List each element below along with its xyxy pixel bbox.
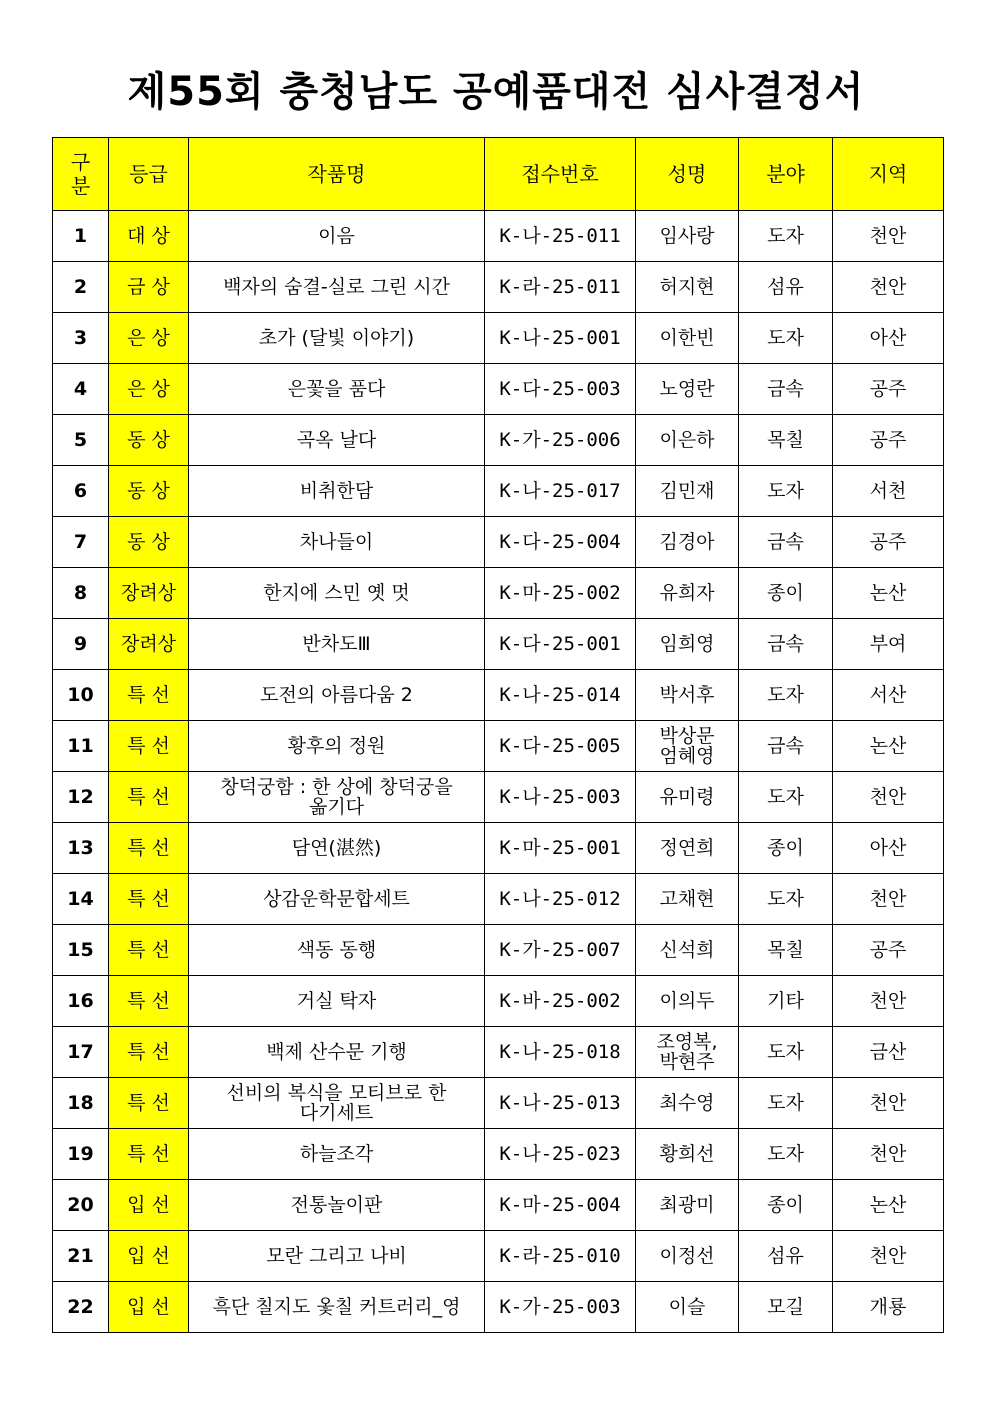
field-cell: 종이 xyxy=(739,823,833,874)
page-title: 제55회 충청남도 공예품대전 심사결정서 xyxy=(127,69,865,115)
field-cell: 종이 xyxy=(739,568,833,619)
artist-name-cell: 이슬 xyxy=(636,1282,739,1333)
artist-name-cell-line: 박현주 xyxy=(659,1051,715,1073)
registration-number-cell: K-나-25-014 xyxy=(485,670,636,721)
header-reg: 접수번호 xyxy=(485,138,636,211)
row-number: 18 xyxy=(53,1078,109,1129)
grade-cell: 입 선 xyxy=(109,1231,189,1282)
row-number: 19 xyxy=(53,1129,109,1180)
results-table xyxy=(52,137,944,1333)
registration-number-cell: K-나-25-013 xyxy=(485,1078,636,1129)
work-title-cell-line: 다기세트 xyxy=(299,1102,374,1124)
row-number: 17 xyxy=(53,1027,109,1078)
region-cell: 천안 xyxy=(833,262,944,313)
registration-number-cell: K-라-25-011 xyxy=(485,262,636,313)
row-number: 1 xyxy=(53,211,109,262)
region-cell: 개룡 xyxy=(833,1282,944,1333)
field-cell: 금속 xyxy=(739,721,833,772)
region-cell: 공주 xyxy=(833,925,944,976)
field-cell: 금속 xyxy=(739,364,833,415)
artist-name-cell: 김경아 xyxy=(636,517,739,568)
region-cell: 공주 xyxy=(833,517,944,568)
artist-name-cell: 최수영 xyxy=(636,1078,739,1129)
field-cell: 모길 xyxy=(739,1282,833,1333)
row-number: 15 xyxy=(53,925,109,976)
artist-name-cell xyxy=(636,1027,739,1078)
row-number: 11 xyxy=(53,721,109,772)
table-row xyxy=(53,1231,944,1282)
table-row xyxy=(53,466,944,517)
header-field: 분야 xyxy=(739,138,833,211)
work-title-cell: 황후의 정원 xyxy=(189,721,485,772)
row-number: 4 xyxy=(53,364,109,415)
grade-cell: 특 선 xyxy=(109,823,189,874)
table-row xyxy=(53,670,944,721)
grade-cell: 은 상 xyxy=(109,364,189,415)
region-cell: 천안 xyxy=(833,1129,944,1180)
artist-name-cell xyxy=(636,721,739,772)
artist-name-cell: 임희영 xyxy=(636,619,739,670)
row-number: 7 xyxy=(53,517,109,568)
registration-number-cell: K-나-25-018 xyxy=(485,1027,636,1078)
artist-name-cell: 이은하 xyxy=(636,415,739,466)
field-cell: 도자 xyxy=(739,772,833,823)
artist-name-cell: 노영란 xyxy=(636,364,739,415)
work-title-cell: 차나들이 xyxy=(189,517,485,568)
work-title-cell-line: 선비의 복식을 모티브로 한 xyxy=(226,1082,447,1104)
row-number: 5 xyxy=(53,415,109,466)
grade-cell: 금 상 xyxy=(109,262,189,313)
table-row xyxy=(53,313,944,364)
table-row xyxy=(53,976,944,1027)
table-row xyxy=(53,1282,944,1333)
registration-number-cell: K-나-25-012 xyxy=(485,874,636,925)
row-number: 13 xyxy=(53,823,109,874)
table-row xyxy=(53,823,944,874)
field-cell: 도자 xyxy=(739,670,833,721)
field-cell: 섬유 xyxy=(739,262,833,313)
region-cell: 아산 xyxy=(833,313,944,364)
grade-cell: 장려상 xyxy=(109,619,189,670)
work-title-cell: 거실 탁자 xyxy=(189,976,485,1027)
artist-name-cell: 유희자 xyxy=(636,568,739,619)
region-cell: 아산 xyxy=(833,823,944,874)
row-number: 14 xyxy=(53,874,109,925)
row-number: 16 xyxy=(53,976,109,1027)
region-cell: 천안 xyxy=(833,772,944,823)
work-title-cell: 곡옥 날다 xyxy=(189,415,485,466)
registration-number-cell: K-라-25-010 xyxy=(485,1231,636,1282)
artist-name-cell: 이의두 xyxy=(636,976,739,1027)
region-cell: 천안 xyxy=(833,211,944,262)
table-row xyxy=(53,721,944,772)
artist-name-cell: 정연희 xyxy=(636,823,739,874)
work-title-cell-line: 창덕궁함 : 한 상에 창덕궁을 xyxy=(220,776,453,798)
work-title-cell: 백자의 숨결-실로 그린 시간 xyxy=(189,262,485,313)
registration-number-cell: K-가-25-006 xyxy=(485,415,636,466)
table-row xyxy=(53,517,944,568)
work-title-cell xyxy=(189,772,485,823)
registration-number-cell: K-나-25-023 xyxy=(485,1129,636,1180)
grade-cell: 특 선 xyxy=(109,976,189,1027)
work-title-cell: 반차도Ⅲ xyxy=(189,619,485,670)
region-cell: 서산 xyxy=(833,670,944,721)
work-title-cell: 색동 동행 xyxy=(189,925,485,976)
field-cell: 도자 xyxy=(739,1078,833,1129)
field-cell: 도자 xyxy=(739,313,833,364)
registration-number-cell: K-가-25-007 xyxy=(485,925,636,976)
work-title-cell: 상감운학문합세트 xyxy=(189,874,485,925)
field-cell: 도자 xyxy=(739,1027,833,1078)
header-grade: 등급 xyxy=(109,138,189,211)
work-title-cell: 하늘조각 xyxy=(189,1129,485,1180)
row-number: 6 xyxy=(53,466,109,517)
grade-cell: 특 선 xyxy=(109,925,189,976)
table-row xyxy=(53,874,944,925)
grade-cell: 특 선 xyxy=(109,1129,189,1180)
artist-name-cell: 고채현 xyxy=(636,874,739,925)
header-row xyxy=(53,138,944,211)
field-cell: 금속 xyxy=(739,619,833,670)
artist-name-cell-line: 엄혜영 xyxy=(659,745,715,767)
region-cell: 논산 xyxy=(833,568,944,619)
grade-cell: 동 상 xyxy=(109,517,189,568)
region-cell: 부여 xyxy=(833,619,944,670)
region-cell: 공주 xyxy=(833,364,944,415)
table-row xyxy=(53,262,944,313)
artist-name-cell: 신석희 xyxy=(636,925,739,976)
grade-cell: 특 선 xyxy=(109,1027,189,1078)
region-cell: 논산 xyxy=(833,721,944,772)
row-number: 2 xyxy=(53,262,109,313)
registration-number-cell: K-나-25-003 xyxy=(485,772,636,823)
work-title-cell: 한지에 스민 옛 멋 xyxy=(189,568,485,619)
work-title-cell: 흑단 칠지도 옻칠 커트러리_영 xyxy=(189,1282,485,1333)
table-row xyxy=(53,1027,944,1078)
table-row xyxy=(53,619,944,670)
row-number: 3 xyxy=(53,313,109,364)
row-number: 12 xyxy=(53,772,109,823)
grade-cell: 특 선 xyxy=(109,1078,189,1129)
table-row xyxy=(53,211,944,262)
work-title-cell: 전통놀이판 xyxy=(189,1180,485,1231)
registration-number-cell: K-나-25-011 xyxy=(485,211,636,262)
work-title-cell-line: 옮기다 xyxy=(308,796,365,818)
work-title-cell: 담연(湛然) xyxy=(189,823,485,874)
work-title-cell: 이음 xyxy=(189,211,485,262)
work-title-cell: 초가 (달빛 이야기) xyxy=(189,313,485,364)
registration-number-cell: K-마-25-002 xyxy=(485,568,636,619)
field-cell: 기타 xyxy=(739,976,833,1027)
grade-cell: 은 상 xyxy=(109,313,189,364)
field-cell: 섬유 xyxy=(739,1231,833,1282)
field-cell: 도자 xyxy=(739,466,833,517)
region-cell: 천안 xyxy=(833,976,944,1027)
artist-name-cell-line: 조영복, xyxy=(656,1031,718,1053)
field-cell: 도자 xyxy=(739,1129,833,1180)
grade-cell: 특 선 xyxy=(109,670,189,721)
grade-cell: 대 상 xyxy=(109,211,189,262)
row-number: 22 xyxy=(53,1282,109,1333)
grade-cell: 특 선 xyxy=(109,721,189,772)
grade-cell: 특 선 xyxy=(109,772,189,823)
row-number: 20 xyxy=(53,1180,109,1231)
table-row xyxy=(53,772,944,823)
region-cell: 천안 xyxy=(833,874,944,925)
grade-cell: 동 상 xyxy=(109,466,189,517)
field-cell: 목칠 xyxy=(739,415,833,466)
registration-number-cell: K-나-25-001 xyxy=(485,313,636,364)
registration-number-cell: K-다-25-003 xyxy=(485,364,636,415)
registration-number-cell: K-나-25-017 xyxy=(485,466,636,517)
artist-name-cell-line: 박상문 xyxy=(659,725,715,747)
grade-cell: 특 선 xyxy=(109,874,189,925)
registration-number-cell: K-가-25-003 xyxy=(485,1282,636,1333)
table-row xyxy=(53,1180,944,1231)
field-cell: 도자 xyxy=(739,211,833,262)
row-number: 9 xyxy=(53,619,109,670)
table-row xyxy=(53,925,944,976)
grade-cell: 입 선 xyxy=(109,1180,189,1231)
work-title-cell xyxy=(189,1078,485,1129)
table-row xyxy=(53,1129,944,1180)
artist-name-cell: 최광미 xyxy=(636,1180,739,1231)
field-cell: 목칠 xyxy=(739,925,833,976)
region-cell: 공주 xyxy=(833,415,944,466)
grade-cell: 장려상 xyxy=(109,568,189,619)
header-work: 작품명 xyxy=(189,138,485,211)
field-cell: 종이 xyxy=(739,1180,833,1231)
registration-number-cell: K-마-25-004 xyxy=(485,1180,636,1231)
table-row xyxy=(53,1078,944,1129)
table-row xyxy=(53,415,944,466)
artist-name-cell: 유미령 xyxy=(636,772,739,823)
row-number: 21 xyxy=(53,1231,109,1282)
region-cell: 천안 xyxy=(833,1078,944,1129)
registration-number-cell: K-다-25-004 xyxy=(485,517,636,568)
region-cell: 천안 xyxy=(833,1231,944,1282)
work-title-cell: 백제 산수문 기행 xyxy=(189,1027,485,1078)
work-title-cell: 비취한담 xyxy=(189,466,485,517)
grade-cell: 입 선 xyxy=(109,1282,189,1333)
field-cell: 금속 xyxy=(739,517,833,568)
table-body xyxy=(53,211,944,1333)
grade-cell: 동 상 xyxy=(109,415,189,466)
registration-number-cell: K-다-25-005 xyxy=(485,721,636,772)
artist-name-cell: 김민재 xyxy=(636,466,739,517)
artist-name-cell: 임사랑 xyxy=(636,211,739,262)
artist-name-cell: 황희선 xyxy=(636,1129,739,1180)
region-cell: 서천 xyxy=(833,466,944,517)
registration-number-cell: K-마-25-001 xyxy=(485,823,636,874)
region-cell: 논산 xyxy=(833,1180,944,1231)
header-no: 구 분 xyxy=(53,138,109,211)
work-title-cell: 은꽃을 품다 xyxy=(189,364,485,415)
row-number: 10 xyxy=(53,670,109,721)
region-cell: 금산 xyxy=(833,1027,944,1078)
work-title-cell: 모란 그리고 나비 xyxy=(189,1231,485,1282)
artist-name-cell: 이정선 xyxy=(636,1231,739,1282)
table-row xyxy=(53,568,944,619)
header-name: 성명 xyxy=(636,138,739,211)
work-title-cell: 도전의 아름다움 2 xyxy=(189,670,485,721)
registration-number-cell: K-다-25-001 xyxy=(485,619,636,670)
field-cell: 도자 xyxy=(739,874,833,925)
table-row xyxy=(53,364,944,415)
artist-name-cell: 박서후 xyxy=(636,670,739,721)
artist-name-cell: 허지현 xyxy=(636,262,739,313)
row-number: 8 xyxy=(53,568,109,619)
artist-name-cell: 이한빈 xyxy=(636,313,739,364)
registration-number-cell: K-바-25-002 xyxy=(485,976,636,1027)
header-region: 지역 xyxy=(833,138,944,211)
